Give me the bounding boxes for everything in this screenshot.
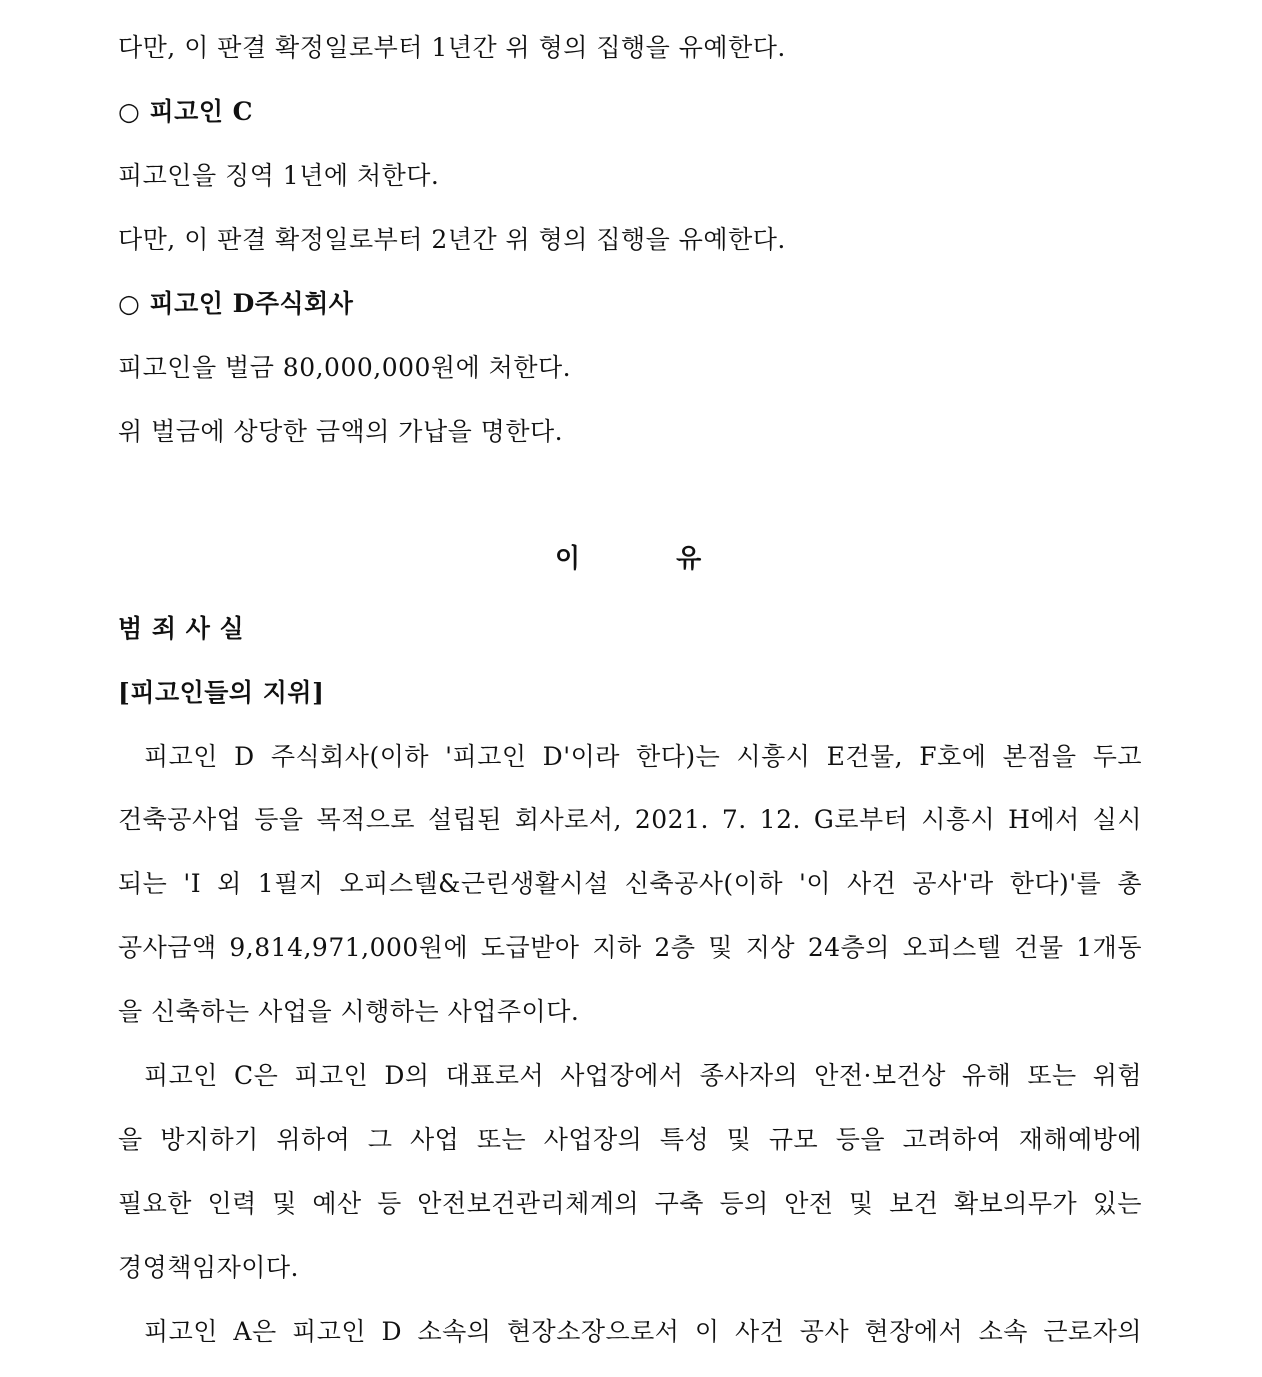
sentence-line-suspension-2: 다만, 이 판결 확정일로부터 2년간 위 형의 집행을 유예한다. (118, 225, 786, 254)
body-line-7: 을 방지하기 위하여 그 사업 또는 사업장의 특성 및 규모 등을 고려하여 재해예방에 (118, 1125, 1142, 1154)
sentence-line-imprisonment: 피고인을 징역 1년에 처한다. (118, 161, 440, 190)
body-line-10: 피고인 A은 피고인 D 소속의 현장소장으로서 이 사건 공사 현장에서 소속 근로자의 (144, 1317, 1142, 1346)
body-line-3: 되는 'I 외 1필지 오피스텔&근린생활시설 신축공사(이하 '이 사건 공사'라 한다)'를 총 (118, 869, 1142, 898)
crime-facts-title: 범 죄 사 실 (118, 614, 245, 643)
body-line-8: 필요한 인력 및 예산 등 안전보건관리체계의 구축 등의 안전 및 보건 확보의무가 있는 (118, 1189, 1142, 1218)
reason-heading-left: 이 (555, 544, 581, 574)
defendant-c-header: ○ 피고인 C (118, 97, 254, 126)
defendant-d-header: ○ 피고인 D주식회사 (118, 289, 354, 318)
body-line-2: 건축공사업 등을 목적으로 설립된 회사로서, 2021. 7. 12. G로부터 시흥시 H에서 실시 (118, 805, 1142, 834)
position-title: [피고인들의 지위] (118, 678, 325, 707)
sentence-line-provisional-payment: 위 벌금에 상당한 금액의 가납을 명한다. (118, 417, 564, 446)
body-line-1: 피고인 D 주식회사(이하 '피고인 D'이라 한다)는 시흥시 E건물, F호에 본점을 두고 (144, 742, 1142, 771)
body-line-9: 경영책임자이다. (118, 1253, 299, 1282)
body-line-5: 을 신축하는 사업을 시행하는 사업주이다. (118, 997, 580, 1026)
sentence-line-fine: 피고인을 벌금 80,000,000원에 처한다. (118, 353, 572, 382)
reason-heading (555, 542, 701, 576)
body-line-6: 피고인 C은 피고인 D의 대표로서 사업장에서 종사자의 안전·보건상 유해 또는 위험 (144, 1061, 1142, 1090)
body-line-4: 공사금액 9,814,971,000원에 도급받아 지하 2층 및 지상 24층의 오피스텔 건물 1개동 (118, 933, 1142, 962)
sentence-line-suspension-1: 다만, 이 판결 확정일로부터 1년간 위 형의 집행을 유예한다. (118, 33, 786, 62)
reason-heading-right: 유 (676, 544, 702, 574)
